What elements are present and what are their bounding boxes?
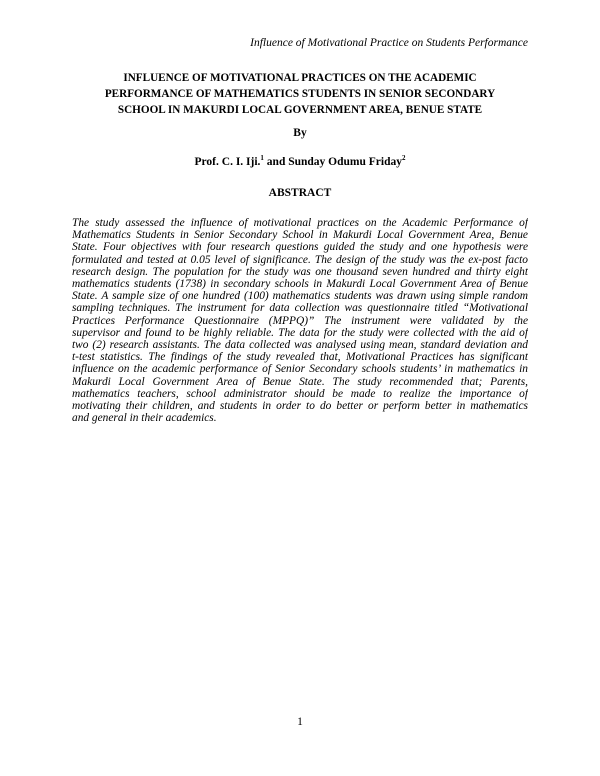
abstract-line: and general in their academics. xyxy=(72,412,217,425)
abstract-line: t-test statistics. The findings of the study revealed that, Motivational Practices has significant xyxy=(72,351,528,364)
abstract-heading: ABSTRACT xyxy=(268,187,332,199)
abstract-line: mathematics teachers, school administrator should be made to realize the importance of xyxy=(72,387,528,400)
page-number: 1 xyxy=(297,716,303,728)
running-header: Influence of Motivational Practice on Students Performance xyxy=(250,37,528,49)
title-line: PERFORMANCE OF MATHEMATICS STUDENTS IN SENIOR SECONDARY xyxy=(104,88,496,100)
abstract-line: Mathematics Students in Senior Secondary School in Makurdi Local Government Area, Benue xyxy=(72,229,528,242)
author-1-affiliation-mark: 1 xyxy=(260,154,264,163)
by-label: By xyxy=(293,127,307,139)
author-line xyxy=(72,156,528,168)
author-2-name: and Sunday Odumu Friday xyxy=(263,156,402,168)
abstract-line: influence on the academic performance of Senior Secondary schools students’ in mathematics in xyxy=(72,363,528,376)
abstract-body xyxy=(72,217,528,424)
abstract-line: Makurdi Local Government Area of Benue State. The study recommended that; Parents, xyxy=(72,375,528,388)
abstract-line: motivating their children, and students in order to do better or perform better in mathematics xyxy=(72,400,528,413)
title-line: INFLUENCE OF MOTIVATIONAL PRACTICES ON THE ACADEMIC xyxy=(123,72,477,84)
abstract-line: formulated and tested at 0.05 level of significance. The design of the study was the ex-post facto xyxy=(72,253,528,266)
abstract-line: State. Four objectives with four research questions guided the study and one hypothesis were xyxy=(72,241,528,254)
title-line: SCHOOL IN MAKURDI LOCAL GOVERNMENT AREA, BENUE STATE xyxy=(117,104,483,116)
abstract-line: State. A sample size of one hundred (100) mathematics students was drawn using simple random xyxy=(72,290,528,303)
author-1-name: Prof. C. I. Iji. xyxy=(194,156,261,168)
abstract-line: two (2) research assistants. The data collected was analysed using mean, standard deviation and xyxy=(72,339,528,352)
author-2-affiliation-mark: 2 xyxy=(401,154,406,163)
abstract-line: The study assessed the influence of motivational practices on the Academic Performance of xyxy=(72,217,528,229)
paper-title xyxy=(72,70,528,118)
abstract-line: Practices Performance Questionnaire (MPPQ)” The instrument were validated by the xyxy=(72,314,528,327)
abstract-line: sampling techniques. The instrument for data collection was questionnaire titled “Motivational xyxy=(72,302,528,315)
abstract-line: research design. The population for the study was one thousand seven hundred and thirty eight xyxy=(72,265,528,278)
abstract-line: supervisor and found to be highly reliable. The data for the study were collected with the aid of xyxy=(72,326,528,339)
abstract-line: mathematics students (1738) in secondary schools in Makurdi Local Government Area of Benue xyxy=(72,278,528,291)
